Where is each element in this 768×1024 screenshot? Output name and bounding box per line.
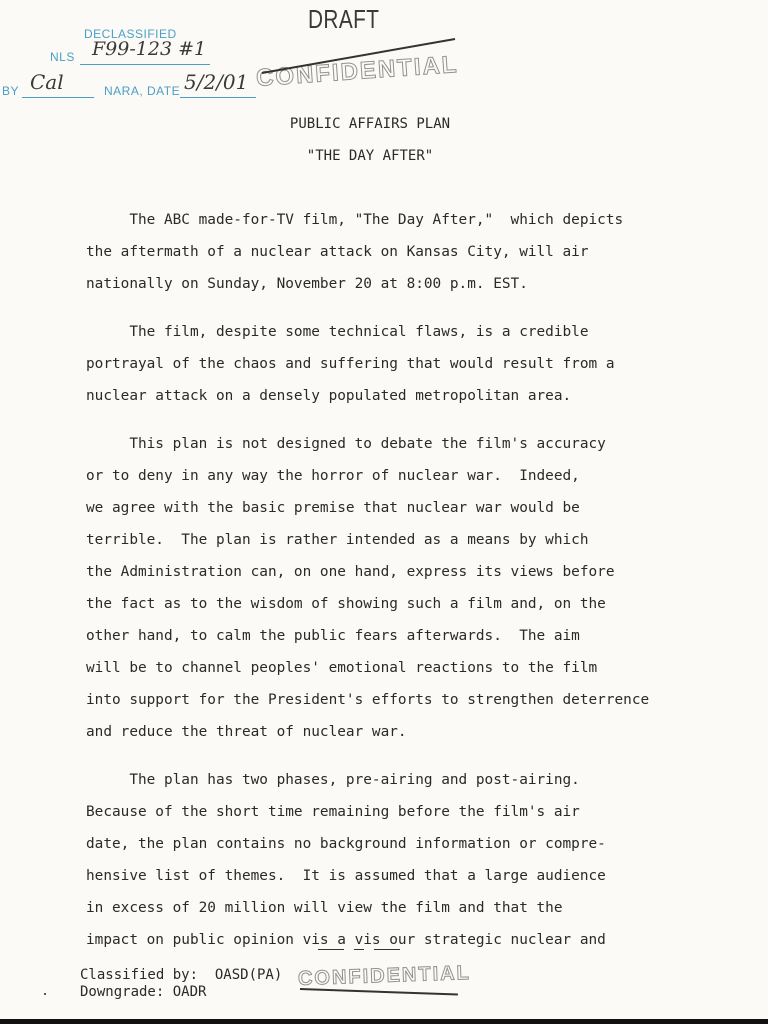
body-line-18: Because of the short time remaining before the film's air xyxy=(86,804,580,820)
strike-through-bottom xyxy=(300,988,458,996)
body-line-2: the aftermath of a nuclear attack on Kansas City, will air xyxy=(86,244,589,260)
document-subtitle: "THE DAY AFTER" xyxy=(306,148,434,164)
classified-by-line: Classified by: OASD(PA) xyxy=(80,967,283,983)
struck-classification-bottom: CONFIDENTIAL xyxy=(297,961,472,991)
stamp-nls-value: F99-123 #1 xyxy=(92,38,207,60)
stamp-date-underline xyxy=(180,97,256,98)
body-line-17: The plan has two phases, pre-airing and post-airing. xyxy=(86,772,580,788)
body-line-9: we agree with the basic premise that nuclear war would be xyxy=(86,500,580,516)
body-line-15: into support for the President's efforts to strengthen deterrence xyxy=(86,692,650,708)
margin-dot xyxy=(44,993,46,995)
stamp-by-label: BY xyxy=(2,84,20,98)
body-line-11: the Administration can, on one hand, express its views before xyxy=(86,564,615,580)
body-line-22: impact on public opinion vis a vis our strategic nuclear and xyxy=(86,932,606,948)
draft-mark: DRAFT xyxy=(308,4,380,34)
stamp-date-value: 5/2/01 xyxy=(184,70,249,94)
body-line-8: or to deny in any way the horror of nuclear war. Indeed, xyxy=(86,468,580,484)
underline-vis-2 xyxy=(374,949,400,950)
body-line-6: nuclear attack on a densely populated metropolitan area. xyxy=(86,388,572,404)
body-line-14: will be to channel peoples' emotional reactions to the film xyxy=(86,660,598,676)
stamp-nara-label: NARA, DATE xyxy=(104,84,181,98)
page-bottom-edge xyxy=(0,1019,768,1024)
underline-vis-1 xyxy=(318,949,344,950)
stamp-nls-label: NLS xyxy=(50,50,75,64)
body-line-19: date, the plan contains no background information or compre- xyxy=(86,836,606,852)
body-line-20: hensive list of themes. It is assumed that a large audience xyxy=(86,868,606,884)
downgrade-line: Downgrade: OADR xyxy=(80,984,207,1000)
body-line-16: and reduce the threat of nuclear war. xyxy=(86,724,407,740)
body-line-13: other hand, to calm the public fears afterwards. The aim xyxy=(86,628,580,644)
declassified-stamp-title: DECLASSIFIED xyxy=(84,27,177,41)
body-line-21: in excess of 20 million will view the film and that the xyxy=(86,900,563,916)
body-line-5: portrayal of the chaos and suffering that would result from a xyxy=(86,356,615,372)
underline-a xyxy=(354,949,364,950)
body-line-1: The ABC made-for-TV film, "The Day After," which depicts xyxy=(86,212,624,228)
body-line-7: This plan is not designed to debate the film's accuracy xyxy=(86,436,606,452)
body-line-10: terrible. The plan is rather intended as a means by which xyxy=(86,532,589,548)
struck-classification-top: CONFIDENTIAL xyxy=(255,50,460,93)
stamp-by-value: Cal xyxy=(30,70,64,94)
body-line-4: The film, despite some technical flaws, is a credible xyxy=(86,324,589,340)
body-line-3: nationally on Sunday, November 20 at 8:00 p.m. EST. xyxy=(86,276,528,292)
stamp-nls-underline xyxy=(80,64,210,65)
stamp-by-underline xyxy=(22,97,94,98)
document-title: PUBLIC AFFAIRS PLAN xyxy=(289,116,451,132)
body-line-12: the fact as to the wisdom of showing such a film and, on the xyxy=(86,596,606,612)
